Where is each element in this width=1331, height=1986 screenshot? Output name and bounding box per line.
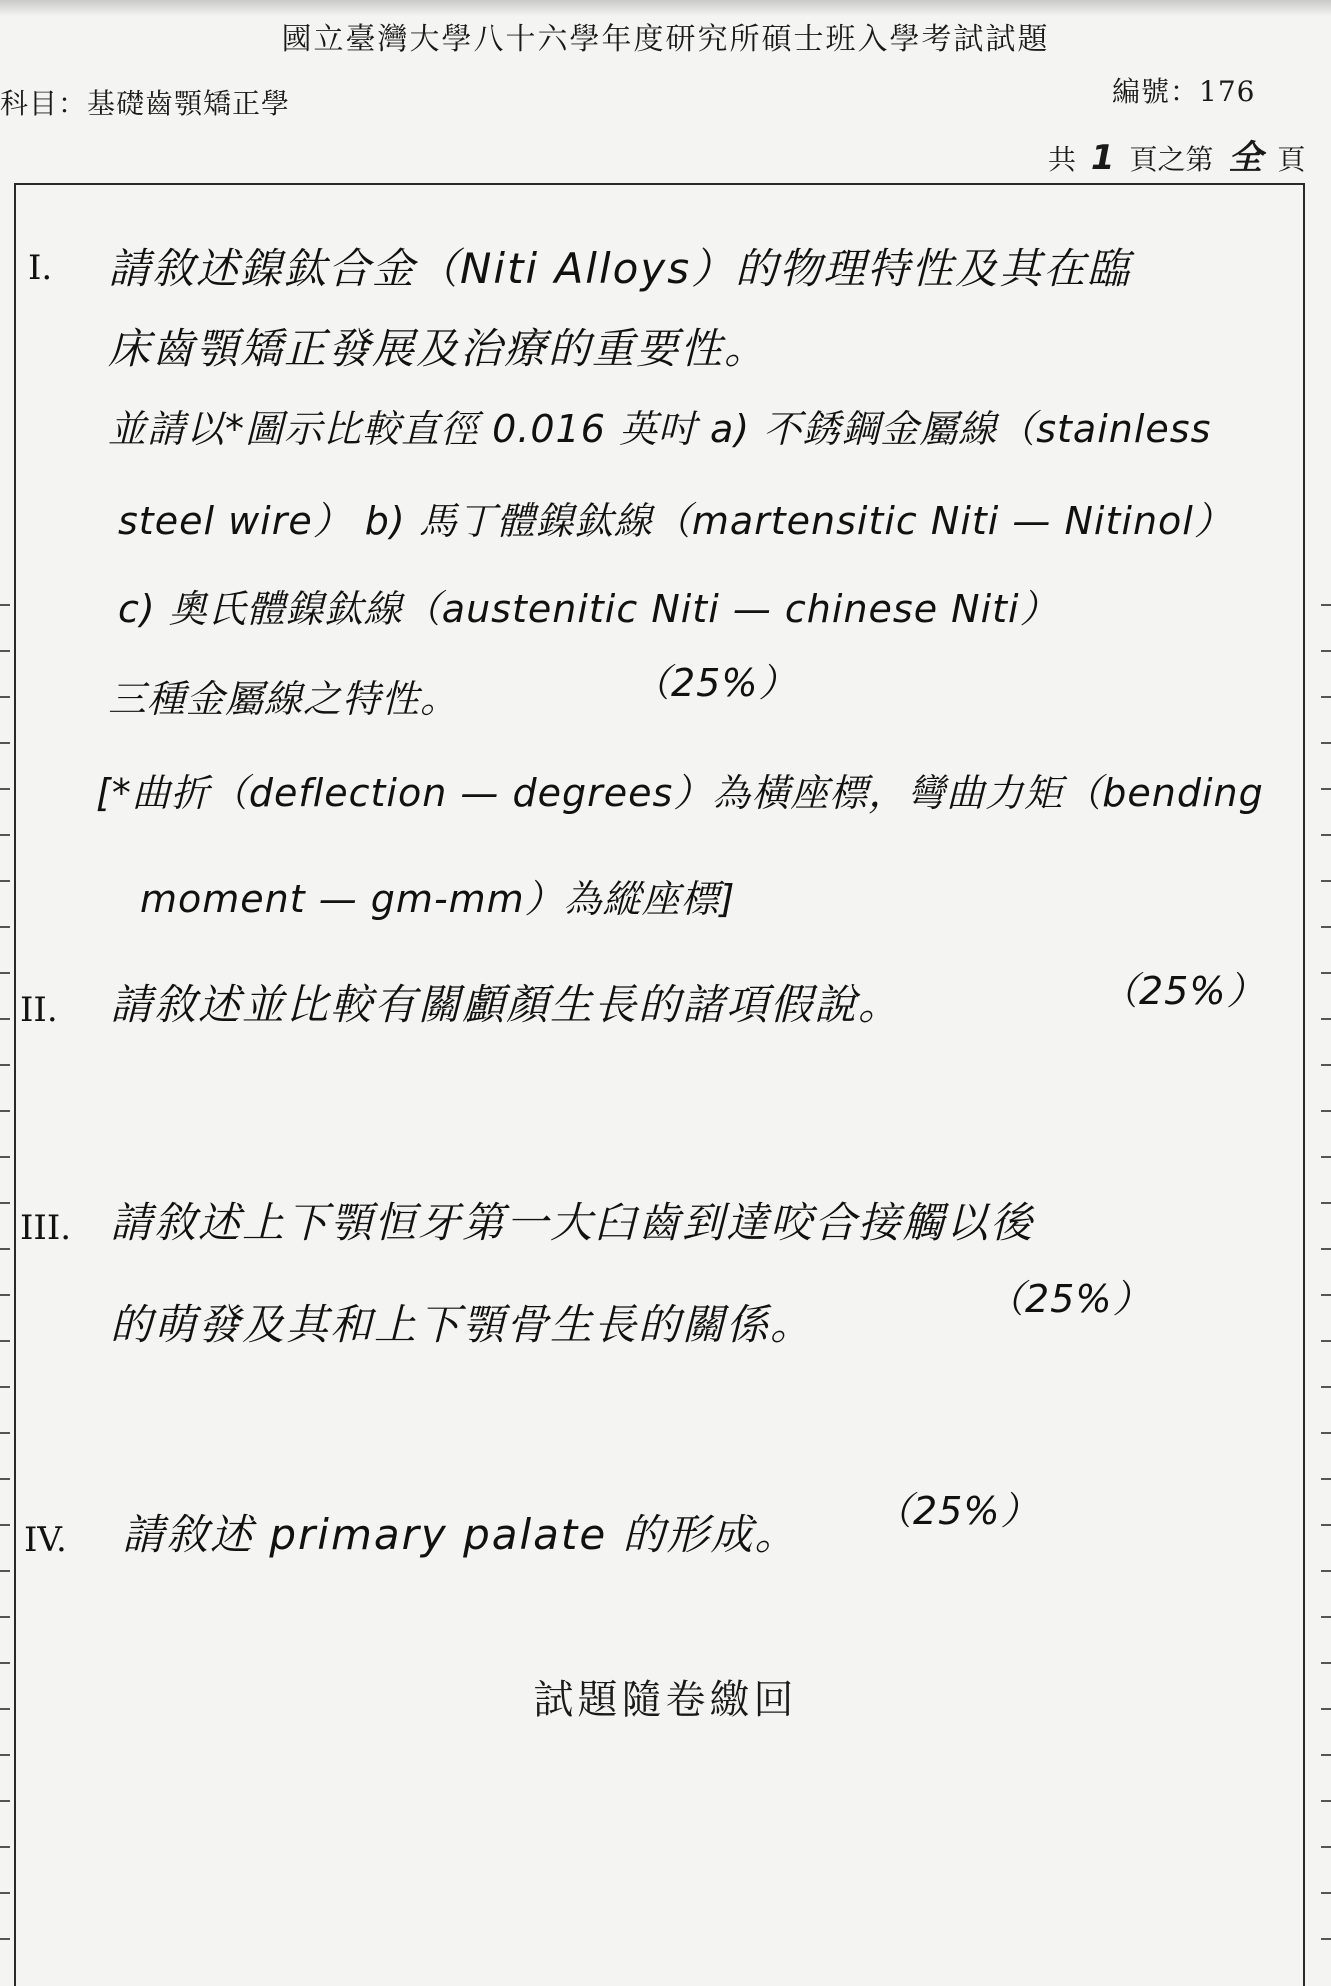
page-current: 全 [1228, 138, 1263, 178]
q1-line3: 並請以*圖示比較直徑 0.016 英吋 a) 不銹鋼金屬線（stainless [108, 407, 1212, 451]
q2-number: II. [20, 990, 58, 1030]
subject-label: 科目：基礎齒顎矯正學 [0, 87, 291, 120]
exam-title: 國立臺灣大學八十六學年度研究所碩士班入學考試試題 [281, 22, 1050, 57]
page-suffix: 頁 [1277, 143, 1306, 176]
page-indicator [1048, 130, 1305, 179]
q1-number: I. [28, 248, 53, 288]
q3-number: III. [20, 1208, 72, 1248]
q1-line5: c) 奧氏體鎳鈦線（austenitic Niti — chinese Niti） [118, 587, 1059, 631]
page-total: 1 [1090, 138, 1115, 178]
q1-note-line2: moment — gm-mm）為縱座標] [140, 877, 736, 921]
exam-code: 編號：176 [1112, 75, 1256, 108]
q4-text: 請敘述 primary palate 的形成。 [122, 1510, 799, 1559]
q4-score: （25%） [874, 1489, 1040, 1533]
q4-number: IV. [24, 1520, 67, 1560]
page-prefix: 共 [1048, 143, 1077, 176]
q3-score: （25%） [986, 1277, 1152, 1321]
q1-line6: 三種金屬線之特性。 [108, 677, 460, 721]
q2-score: （25%） [1100, 969, 1266, 1013]
q3-line2: 的萌發及其和上下顎骨生長的關係。 [110, 1300, 815, 1349]
q1-line1: 請敘述鎳鈦合金（Niti Alloys）的物理特性及其在臨 [108, 244, 1132, 293]
left-margin-ticks [0, 560, 10, 1980]
q1-note-line1: [*曲折（deflection — degrees）為橫座標，彎曲力矩（bending [96, 771, 1264, 815]
right-margin-ticks [1321, 560, 1331, 1980]
q3-line1: 請敘述上下顎恒牙第一大臼齒到達咬合接觸以後 [110, 1198, 1035, 1247]
q1-line2: 床齒顎矯正發展及治療的重要性。 [108, 324, 769, 373]
return-instruction: 試題隨卷繳回 [533, 1677, 798, 1723]
page-middle: 頁之第 [1129, 143, 1214, 176]
q1-line4: steel wire） b) 馬丁體鎳鈦線（martensitic Niti — Nitinol） [118, 499, 1233, 543]
q1-score: （25%） [632, 661, 798, 705]
q2-text: 請敘述並比較有關顱顏生長的諸項假說。 [110, 980, 903, 1029]
